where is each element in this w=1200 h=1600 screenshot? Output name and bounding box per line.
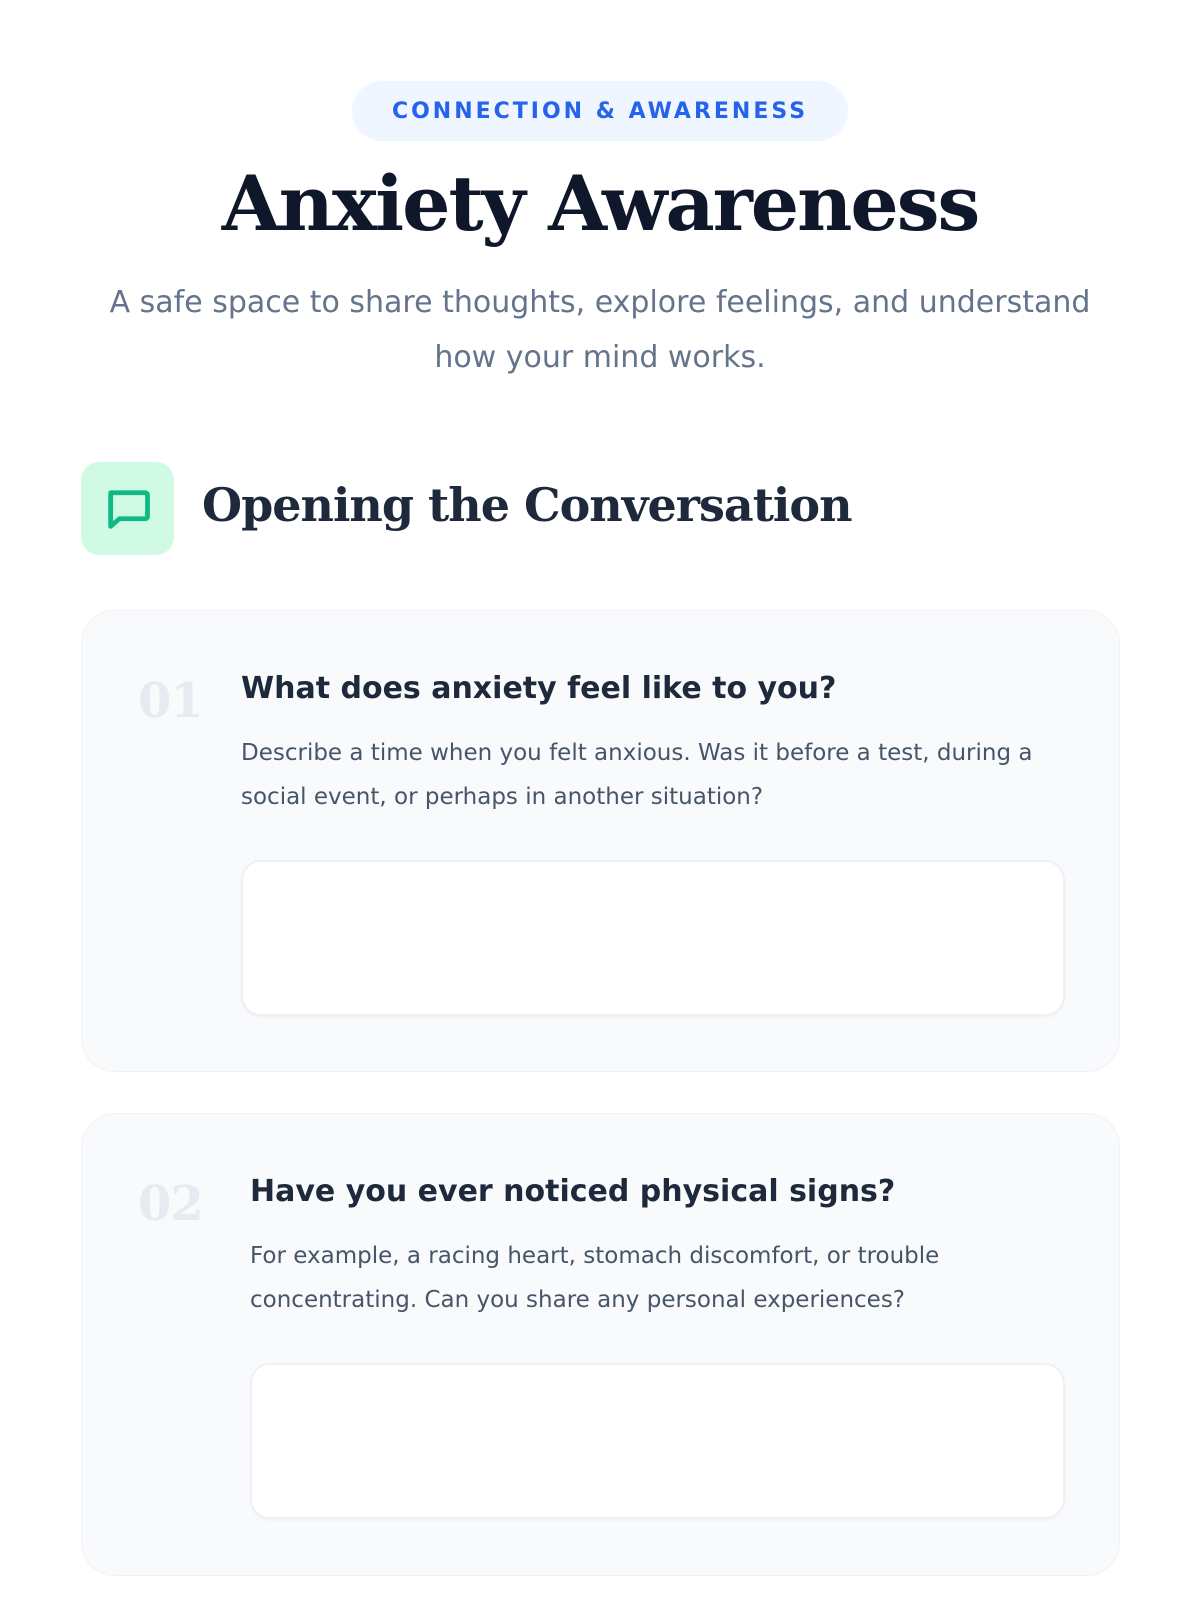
question-card: [81, 610, 1120, 1072]
question-title: What does anxiety feel like to you?: [241, 671, 837, 706]
question-card: [81, 1113, 1120, 1576]
question-description: For example, a racing heart, stomach discomfort, or trouble concentrating. Can you share any personal experiences?: [250, 1243, 940, 1313]
question-description: Describe a time when you felt anxious. Was it before a test, during a social event, or perhaps in another situation?: [241, 740, 1033, 810]
answer-textarea[interactable]: [241, 860, 1065, 1016]
section-icon-badge: [81, 462, 174, 555]
answer-textarea[interactable]: [250, 1363, 1065, 1519]
question-number: 02: [138, 1176, 203, 1232]
chat-bubble-icon: [102, 483, 154, 535]
question-title: Have you ever noticed physical signs?: [250, 1174, 896, 1209]
section-title: Opening the Conversation: [202, 478, 852, 532]
category-badge: CONNECTION & AWARENESS: [352, 81, 848, 141]
page-title: Anxiety Awareness: [221, 159, 979, 248]
question-number: 01: [138, 673, 203, 729]
page-subtitle: A safe space to share thoughts, explore feelings, and understand how your mind works.: [109, 285, 1091, 375]
